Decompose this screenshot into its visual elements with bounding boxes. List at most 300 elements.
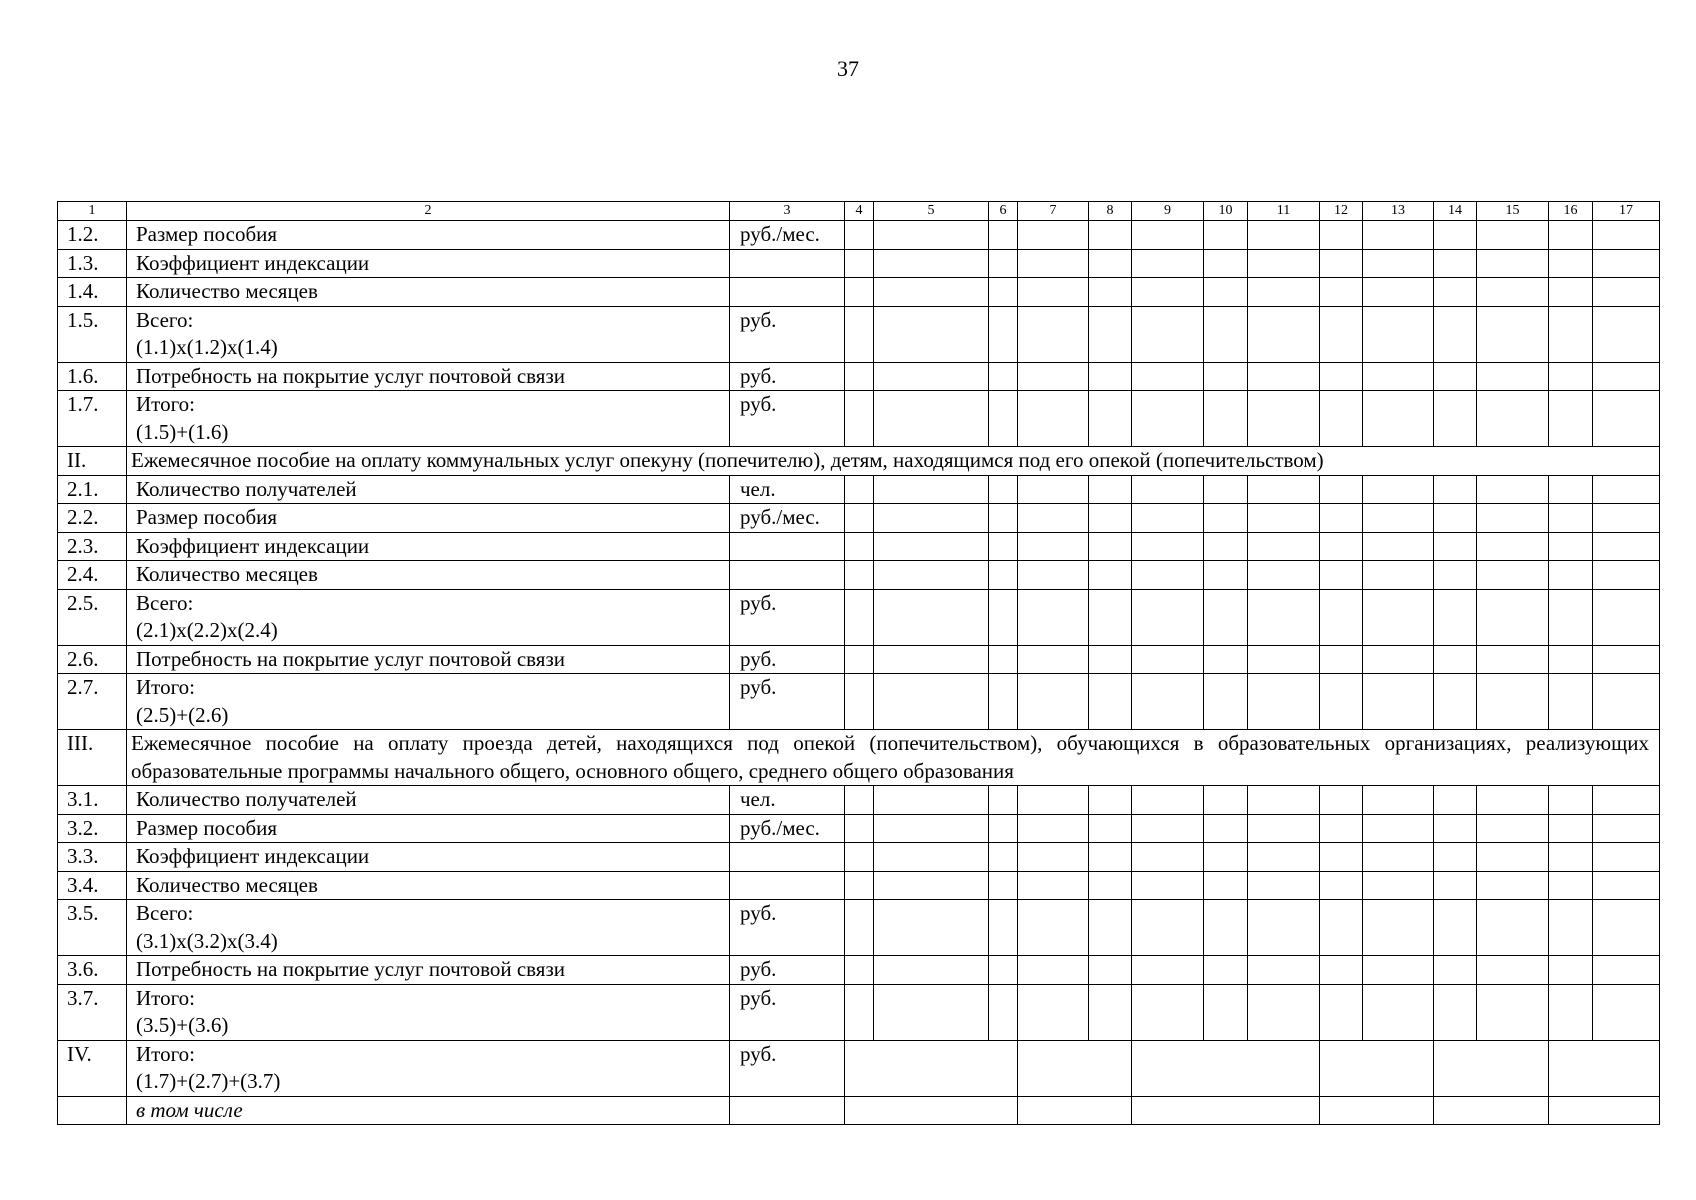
value-cell (1089, 249, 1132, 278)
row-label-line: Количество получателей (136, 787, 357, 811)
value-cell (1132, 391, 1204, 447)
value-cell (1132, 645, 1204, 674)
value-cell (874, 814, 989, 843)
value-cell (1132, 278, 1204, 307)
value-cell (1477, 249, 1549, 278)
value-cell (1248, 532, 1320, 561)
value-cell (1204, 475, 1248, 504)
value-cell (845, 645, 874, 674)
value-cell (1477, 786, 1549, 815)
value-cell (1593, 475, 1660, 504)
value-cell (1363, 674, 1434, 730)
value-cell (1363, 843, 1434, 872)
row-number: 3.7. (58, 984, 127, 1040)
column-header: 16 (1549, 202, 1593, 221)
row-number: 3.2. (58, 814, 127, 843)
value-cell (1248, 786, 1320, 815)
value-cell (1248, 589, 1320, 645)
row-label-line: Размер пособия (136, 815, 278, 840)
row-label (127, 249, 730, 278)
value-cell (1477, 278, 1549, 307)
value-cell (1248, 984, 1320, 1040)
table-row (58, 362, 1660, 391)
value-cell (1320, 561, 1363, 590)
value-cell (1593, 362, 1660, 391)
value-cell (845, 871, 874, 900)
unit-cell: руб./мес. (730, 814, 845, 843)
value-cell (1477, 843, 1549, 872)
value-cell (1204, 589, 1248, 645)
value-cell (874, 589, 989, 645)
value-cell (1434, 504, 1477, 533)
row-number: 1.3. (58, 249, 127, 278)
row-label-line: Потребность на покрытие услуг почтовой связи (136, 957, 565, 981)
table-row (58, 984, 1660, 1040)
value-cell (1434, 561, 1477, 590)
row-label (127, 956, 730, 985)
value-cell (1593, 674, 1660, 730)
row-label-line: Размер пособия (136, 222, 278, 246)
value-cell (1132, 674, 1204, 730)
value-cell (874, 504, 989, 533)
value-cell (1477, 814, 1549, 843)
value-cell (1320, 843, 1363, 872)
value-cell (1018, 814, 1089, 843)
value-cell (1477, 362, 1549, 391)
row-number: 3.6. (58, 956, 127, 985)
value-cell (1132, 786, 1204, 815)
value-cell (1204, 645, 1248, 674)
column-header: 15 (1477, 202, 1549, 221)
table-row (58, 843, 1660, 872)
value-cell (1248, 956, 1320, 985)
value-cell (1477, 984, 1549, 1040)
value-cell (1320, 984, 1363, 1040)
value-cell (1549, 589, 1593, 645)
value-cell (845, 589, 874, 645)
value-cell (845, 221, 874, 250)
table-row (58, 475, 1660, 504)
value-cell (1434, 391, 1477, 447)
value-cell (1549, 984, 1593, 1040)
row-label-line: Количество получателей (136, 476, 357, 501)
row-label-line: (3.5)+(3.6) (136, 1013, 229, 1037)
value-cell (1204, 984, 1248, 1040)
row-label-line: в том числе (136, 1097, 243, 1122)
value-cell (989, 504, 1018, 533)
value-cell (1363, 306, 1434, 362)
value-cell (874, 674, 989, 730)
value-cell (1477, 871, 1549, 900)
value-cell (1477, 561, 1549, 590)
unit-cell (730, 561, 845, 590)
value-cell (1132, 504, 1204, 533)
value-cell (1363, 561, 1434, 590)
row-label-line: Размер пособия (136, 505, 278, 529)
value-cell (1132, 306, 1204, 362)
column-header: 12 (1320, 202, 1363, 221)
value-cell (1248, 871, 1320, 900)
value-cell (845, 1096, 1018, 1125)
row-number: 2.4. (58, 561, 127, 590)
value-cell (1434, 1096, 1549, 1125)
value-cell (1132, 532, 1204, 561)
row-number: 1.6. (58, 362, 127, 391)
row-label (127, 674, 730, 730)
row-label-line: (1.1)х(1.2)х(1.4) (136, 335, 278, 359)
value-cell (1089, 589, 1132, 645)
value-cell (1549, 221, 1593, 250)
value-cell (1593, 843, 1660, 872)
column-header: 14 (1434, 202, 1477, 221)
value-cell (1477, 956, 1549, 985)
value-cell (1549, 561, 1593, 590)
value-cell (1434, 871, 1477, 900)
table-row (58, 871, 1660, 900)
value-cell (1018, 843, 1089, 872)
value-cell (1363, 249, 1434, 278)
value-cell (1248, 561, 1320, 590)
table-row (58, 391, 1660, 447)
value-cell (1204, 278, 1248, 307)
row-number: IV. (58, 1040, 127, 1096)
value-cell (1477, 645, 1549, 674)
value-cell (1132, 900, 1204, 956)
column-header: 5 (874, 202, 989, 221)
column-header: 6 (989, 202, 1018, 221)
value-cell (1593, 984, 1660, 1040)
value-cell (989, 561, 1018, 590)
value-cell (1363, 900, 1434, 956)
section-title (127, 730, 1660, 786)
value-cell (1248, 814, 1320, 843)
value-cell (1593, 532, 1660, 561)
row-number: III. (58, 730, 127, 786)
value-cell (1320, 956, 1363, 985)
value-cell (845, 900, 874, 956)
value-cell (1018, 306, 1089, 362)
value-cell (1549, 900, 1593, 956)
unit-cell: руб. (730, 362, 845, 391)
value-cell (1089, 221, 1132, 250)
value-cell (1363, 984, 1434, 1040)
value-cell (845, 278, 874, 307)
unit-cell: чел. (730, 786, 845, 815)
value-cell (1089, 475, 1132, 504)
value-cell (1434, 221, 1477, 250)
value-cell (845, 786, 874, 815)
value-cell (1018, 674, 1089, 730)
value-cell (1132, 362, 1204, 391)
section-title-text: Ежемесячное пособие на оплату коммунальных услуг опекуну (попечителю), детям, находящимся под его опекой (попечительством) (131, 448, 1324, 472)
value-cell (1593, 871, 1660, 900)
value-cell (1549, 306, 1593, 362)
value-cell (1593, 645, 1660, 674)
value-cell (1477, 306, 1549, 362)
value-cell (845, 475, 874, 504)
value-cell (1320, 306, 1363, 362)
row-label-line: Потребность на покрытие услуг почтовой связи (136, 363, 565, 388)
value-cell (1320, 1040, 1434, 1096)
row-number: 2.7. (58, 674, 127, 730)
value-cell (1248, 249, 1320, 278)
value-cell (1132, 814, 1204, 843)
row-label (127, 1040, 730, 1096)
value-cell (1320, 278, 1363, 307)
value-cell (1363, 362, 1434, 391)
value-cell (1204, 362, 1248, 391)
value-cell (1204, 843, 1248, 872)
value-cell (1363, 645, 1434, 674)
value-cell (1434, 843, 1477, 872)
value-cell (1320, 475, 1363, 504)
row-label-line: (1.7)+(2.7)+(3.7) (136, 1069, 281, 1093)
section-title (127, 447, 1660, 476)
row-label-line: Итого: (136, 985, 195, 1010)
value-cell (1549, 1096, 1660, 1125)
value-cell (1018, 475, 1089, 504)
value-cell (1434, 306, 1477, 362)
row-label-line: Количество месяцев (136, 279, 318, 303)
value-cell (1593, 221, 1660, 250)
value-cell (1434, 1040, 1549, 1096)
row-label (127, 532, 730, 561)
value-cell (1132, 589, 1204, 645)
row-label (127, 306, 730, 362)
value-cell (1320, 221, 1363, 250)
value-cell (874, 362, 989, 391)
value-cell (1363, 504, 1434, 533)
column-header: 17 (1593, 202, 1660, 221)
value-cell (1089, 645, 1132, 674)
value-cell (1593, 391, 1660, 447)
value-cell (1549, 249, 1593, 278)
column-header: 13 (1363, 202, 1434, 221)
unit-cell: руб. (730, 984, 845, 1040)
value-cell (1434, 900, 1477, 956)
value-cell (1320, 249, 1363, 278)
value-cell (874, 843, 989, 872)
row-label (127, 475, 730, 504)
column-header: 4 (845, 202, 874, 221)
value-cell (1363, 391, 1434, 447)
value-cell (1248, 306, 1320, 362)
value-cell (1132, 956, 1204, 985)
value-cell (1593, 278, 1660, 307)
value-cell (1593, 561, 1660, 590)
table-row (58, 561, 1660, 590)
value-cell (1018, 984, 1089, 1040)
value-cell (1204, 786, 1248, 815)
value-cell (1320, 900, 1363, 956)
unit-cell: руб./мес. (730, 504, 845, 533)
row-label (127, 814, 730, 843)
value-cell (1363, 956, 1434, 985)
page-number: 37 (837, 56, 859, 81)
value-cell (1089, 504, 1132, 533)
value-cell (874, 561, 989, 590)
value-cell (1363, 589, 1434, 645)
value-cell (1549, 475, 1593, 504)
unit-cell (730, 1096, 845, 1125)
row-label (127, 900, 730, 956)
row-number: 2.3. (58, 532, 127, 561)
value-cell (989, 843, 1018, 872)
value-cell (1593, 900, 1660, 956)
value-cell (1204, 249, 1248, 278)
row-label-line: Количество месяцев (136, 562, 318, 586)
row-label-line: (3.1)х(3.2)х(3.4) (136, 928, 278, 953)
value-cell (1132, 561, 1204, 590)
value-cell (1549, 645, 1593, 674)
value-cell (989, 814, 1018, 843)
value-cell (1132, 249, 1204, 278)
value-cell (989, 900, 1018, 956)
value-cell (1132, 843, 1204, 872)
value-cell (1248, 843, 1320, 872)
value-cell (1132, 984, 1204, 1040)
value-cell (989, 532, 1018, 561)
row-label (127, 504, 730, 533)
table-row (58, 645, 1660, 674)
value-cell (1549, 871, 1593, 900)
row-number (58, 1096, 127, 1125)
value-cell (989, 786, 1018, 815)
table-header-row (58, 202, 1660, 221)
row-label (127, 871, 730, 900)
value-cell (1018, 589, 1089, 645)
value-cell (1204, 306, 1248, 362)
value-cell (1089, 956, 1132, 985)
row-label-line: Количество месяцев (136, 872, 318, 897)
section-title-text: Ежемесячное пособие на оплату проезда детей, находящихся под опекой (попечительством), обучающихся в образовательных организациях, реализующих образовательные программы начального общего, основного общего, среднего общего образования (131, 731, 1649, 783)
value-cell (1549, 956, 1593, 985)
value-cell (845, 1040, 1018, 1096)
value-cell (1204, 814, 1248, 843)
value-cell (1248, 475, 1320, 504)
value-cell (1018, 786, 1089, 815)
value-cell (1089, 532, 1132, 561)
value-cell (845, 532, 874, 561)
value-cell (1434, 956, 1477, 985)
value-cell (1204, 900, 1248, 956)
row-label (127, 645, 730, 674)
value-cell (1434, 475, 1477, 504)
value-cell (874, 278, 989, 307)
value-cell (1549, 362, 1593, 391)
value-cell (1132, 475, 1204, 504)
column-header: 10 (1204, 202, 1248, 221)
row-number: 3.4. (58, 871, 127, 900)
table-row (58, 1096, 1660, 1125)
column-header: 7 (1018, 202, 1089, 221)
value-cell (1018, 1096, 1132, 1125)
value-cell (989, 475, 1018, 504)
value-cell (1320, 532, 1363, 561)
value-cell (845, 843, 874, 872)
unit-cell: руб./мес. (730, 221, 845, 250)
value-cell (1363, 278, 1434, 307)
row-number: 2.2. (58, 504, 127, 533)
value-cell (989, 306, 1018, 362)
value-cell (1132, 1096, 1320, 1125)
value-cell (1018, 1040, 1132, 1096)
value-cell (1593, 589, 1660, 645)
value-cell (1089, 306, 1132, 362)
row-label-line: Коэффициент индексации (136, 533, 370, 558)
row-label-line: Всего: (136, 901, 194, 925)
row-number: 1.7. (58, 391, 127, 447)
value-cell (1549, 674, 1593, 730)
row-label (127, 786, 730, 815)
unit-cell: руб. (730, 306, 845, 362)
value-cell (1132, 1040, 1320, 1096)
value-cell (845, 249, 874, 278)
row-number: 2.6. (58, 645, 127, 674)
value-cell (989, 589, 1018, 645)
value-cell (1434, 814, 1477, 843)
value-cell (1320, 674, 1363, 730)
value-cell (1089, 984, 1132, 1040)
value-cell (1018, 391, 1089, 447)
value-cell (1204, 504, 1248, 533)
value-cell (874, 900, 989, 956)
value-cell (1593, 306, 1660, 362)
row-label (127, 843, 730, 872)
value-cell (1434, 532, 1477, 561)
value-cell (1593, 504, 1660, 533)
value-cell (1248, 391, 1320, 447)
value-cell (989, 645, 1018, 674)
value-cell (1434, 645, 1477, 674)
row-label-line: (2.5)+(2.6) (136, 702, 229, 727)
value-cell (1477, 475, 1549, 504)
value-cell (1320, 871, 1363, 900)
table-row (58, 221, 1660, 250)
value-cell (1132, 221, 1204, 250)
value-cell (845, 504, 874, 533)
value-cell (1549, 786, 1593, 815)
value-cell (1204, 561, 1248, 590)
table-row (58, 532, 1660, 561)
value-cell (1477, 589, 1549, 645)
value-cell (989, 221, 1018, 250)
value-cell (1248, 645, 1320, 674)
row-label (127, 984, 730, 1040)
value-cell (1434, 362, 1477, 391)
value-cell (1089, 674, 1132, 730)
value-cell (1549, 532, 1593, 561)
value-cell (1320, 786, 1363, 815)
value-cell (1018, 561, 1089, 590)
value-cell (1477, 674, 1549, 730)
value-cell (1248, 674, 1320, 730)
row-label-line: Всего: (136, 590, 194, 615)
value-cell (989, 278, 1018, 307)
row-number: 1.4. (58, 278, 127, 307)
value-cell (1320, 391, 1363, 447)
value-cell (1593, 249, 1660, 278)
row-label (127, 561, 730, 590)
value-cell (1204, 221, 1248, 250)
value-cell (1089, 278, 1132, 307)
value-cell (989, 956, 1018, 985)
value-cell (1018, 221, 1089, 250)
value-cell (1363, 814, 1434, 843)
value-cell (845, 306, 874, 362)
table-row (58, 249, 1660, 278)
value-cell (1089, 843, 1132, 872)
